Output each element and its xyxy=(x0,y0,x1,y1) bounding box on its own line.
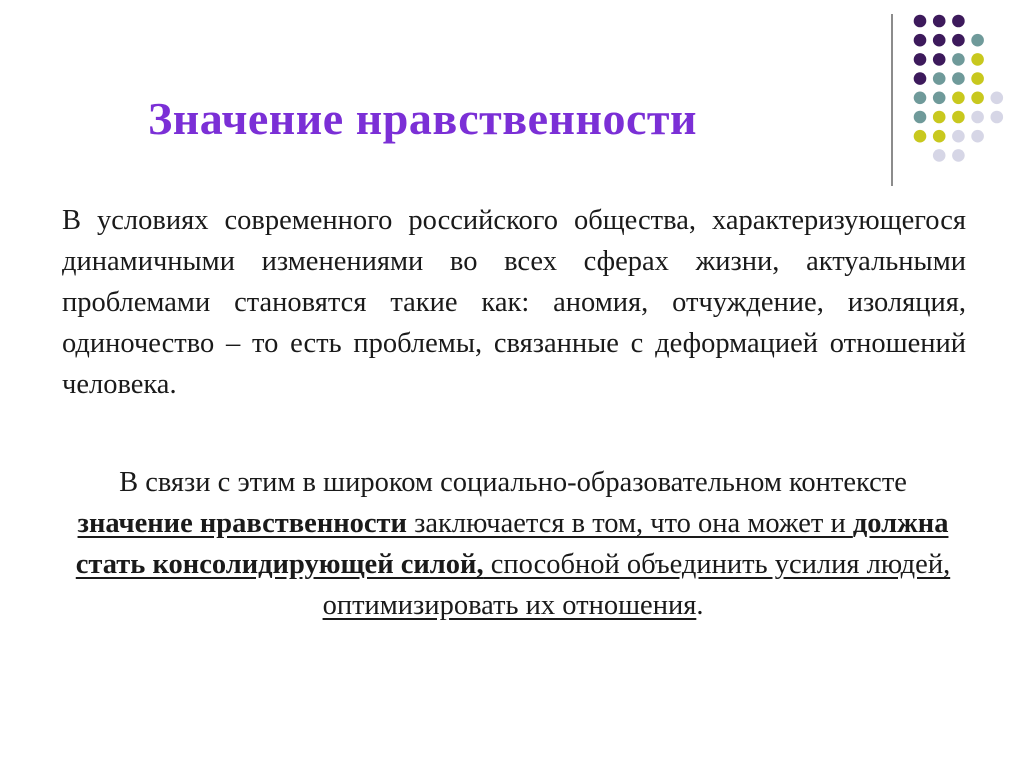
decorative-dot xyxy=(952,111,965,124)
decorative-dot xyxy=(952,15,965,28)
highlight-consolidating-force: должна стать консолидирующей силой, xyxy=(75,508,949,580)
decorative-dot xyxy=(933,15,946,28)
decorative-dot xyxy=(914,72,927,85)
decorative-dot xyxy=(952,92,965,105)
vertical-divider xyxy=(891,14,893,186)
highlight-morality-meaning: значение нравственности xyxy=(77,508,407,539)
decorative-dot xyxy=(933,149,946,162)
decorative-dot xyxy=(952,53,965,66)
paragraph-conclusion-period: . xyxy=(696,590,704,621)
decorative-dot xyxy=(933,111,946,124)
decorative-dot xyxy=(914,111,927,124)
paragraph-context: В условиях современного российского общества, характеризующегося динамичными изменениями во всех сферах жизни, актуальными проблемами становятся такие как: аномия, отчуждение, изоляция, одиночество – то есть проблемы, связанные с деформацией отношений человека. xyxy=(62,205,966,400)
decorative-dot xyxy=(971,111,984,124)
decorative-dot xyxy=(971,130,984,143)
decorative-dot xyxy=(971,92,984,105)
decorative-dot xyxy=(971,34,984,47)
paragraph-conclusion-end: способной объединить усилия людей, оптимизировать их отношения xyxy=(322,549,951,621)
decorative-dot xyxy=(933,72,946,85)
decorative-dot xyxy=(914,15,927,28)
decorative-dot xyxy=(933,92,946,105)
paragraph-conclusion-middle: заключается в том, что она может и xyxy=(406,508,853,539)
decorative-dot xyxy=(952,72,965,85)
decorative-dot xyxy=(991,111,1004,124)
decorative-dot xyxy=(933,34,946,47)
decorative-dot xyxy=(914,92,927,105)
decorative-dot xyxy=(952,34,965,47)
decorative-dot xyxy=(914,130,927,143)
paragraph-conclusion-intro: В связи с этим в широком социально-образовательном контексте xyxy=(119,467,907,498)
decorative-dot xyxy=(952,149,965,162)
slide-title: Значение нравственности xyxy=(148,93,698,144)
decorative-dot xyxy=(991,92,1004,105)
decorative-dot xyxy=(933,53,946,66)
decorative-dot xyxy=(914,53,927,66)
decorative-dot xyxy=(971,72,984,85)
paragraph-conclusion xyxy=(60,462,966,626)
decorative-dot xyxy=(971,53,984,66)
decorative-dot xyxy=(914,34,927,47)
decorative-dot xyxy=(952,130,965,143)
decorative-dot xyxy=(933,130,946,143)
